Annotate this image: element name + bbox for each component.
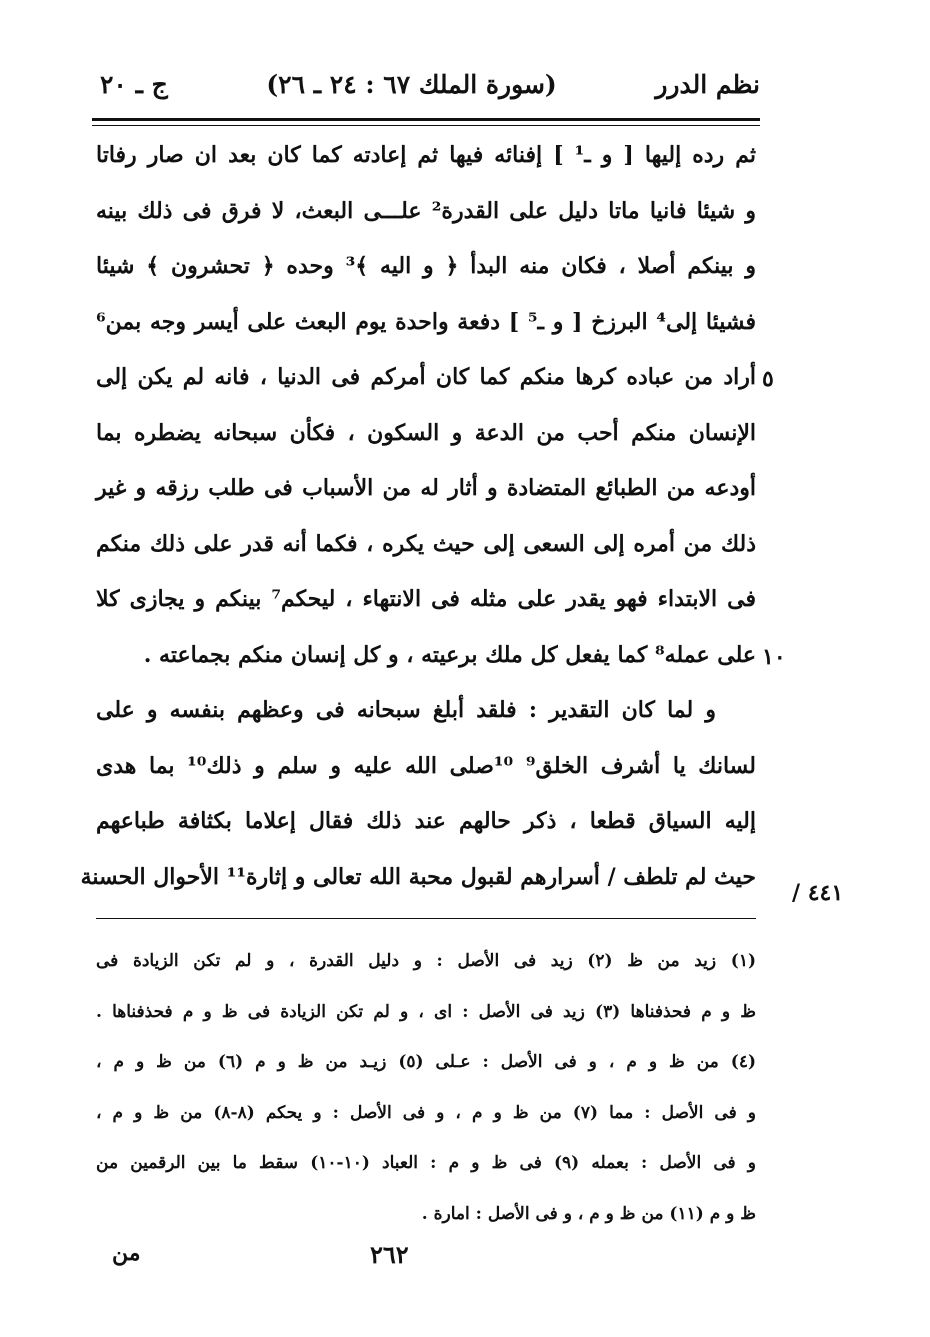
- footnote-line: (١) زيد من ظ (٢) زيد فى الأصل : و دليل القدرة ، و لم تكن الزيادة فى: [96, 951, 756, 971]
- text-line: و شيئا فانيا ماتا دليل على القدرة² علـــى البعث، لا فرق فى ذلك بينه: [96, 197, 756, 224]
- header-surah-reference: (سورة الملك ٦٧ : ٢٤ ـ ٢٦): [266, 69, 557, 99]
- text-line: و لما كان التقدير : فلقد أبلغ سبحانه فى وعظهم بنفسه و على: [96, 697, 716, 723]
- header-book-title: نظم الدرر: [655, 69, 760, 99]
- text-line: ذلك من أمره إلى السعى إلى حيث يكره ، فكما أنه قدر على ذلك منكم: [96, 530, 756, 557]
- text-line: ثم رده إليها [ و ـ¹ ] إفنائه فيها ثم إعادته كما كان بعد ان صار رفاتا: [96, 142, 756, 168]
- text-line: لسانك يا أشرف الخلق⁹ ¹⁰صلى الله عليه و سلم و ذلك¹⁰ بما هدى: [96, 752, 757, 779]
- text-line: فى الابتداء فهو يقدر على مثله فى الانتهاء ، ليحكم⁷ بينكم و يجازى كلا: [96, 586, 756, 612]
- footnote-line: و فى الأصل : مما (٧) من ظ و م ، و فى الأصل : و يحكم (٨-٨) من ظ و م ،: [96, 1102, 756, 1123]
- footnote-line: ظ و م (١١) من ظ و م ، و فى الأصل : امارة .: [421, 1203, 756, 1224]
- footnote-line: ظ و م فحذفناها (٣) زيد فى الأصل : اى ، و لم تكن الزيادة فى ظ و م فحذفناها .: [96, 1001, 756, 1022]
- text-line: أودعه من الطبائع المتضادة و أثار له من الأسباب فى طلب رزقه و غير: [96, 475, 756, 501]
- line-number-5: ٥: [762, 366, 774, 392]
- footnote-line: و فى الأصل : بعمله (٩) فى ظ و م : العباد (١٠-١٠) سقط ما بين الرقمين من: [96, 1153, 757, 1173]
- footnote-line: (٤) من ظ و م ، و فى الأصل : عـلى (٥) زيـد من ظ و م (٦) من ظ و م ،: [96, 1052, 756, 1072]
- text-line: حيث لم تلطف / أسرارهم لقبول محبة الله تعالى و إثارة¹¹ الأحوال الحسنة: [80, 863, 756, 890]
- page-number: ٢٦٢: [370, 1240, 409, 1269]
- manuscript-folio-marker: ٤٤١ /: [792, 880, 844, 906]
- text-line: أراد من عباده كرها منكم كما كان أمركم فى الدنيا ، فانه لم يكن إلى: [96, 364, 756, 390]
- main-text: [80, 128, 757, 905]
- text-line: الإنسان منكم أحب من الدعة و السكون ، فكأن سبحانه يضطره بما: [96, 419, 756, 446]
- footnotes: [96, 936, 756, 1239]
- catchword: من: [112, 1240, 141, 1266]
- text-line: و بينكم أصلا ، فكان منه البدأ ﴿ و اليه ﴾³ وحده ﴿ تحشرون ﴾ شيئا: [96, 253, 756, 279]
- text-line: على عمله⁸ كما يفعل كل ملك برعيته ، و كل إنسان منكم بجماعته .: [143, 641, 756, 668]
- running-header: [100, 64, 760, 104]
- header-rule: [92, 118, 760, 126]
- footnote-rule: [96, 918, 756, 919]
- line-number-10: ١٠: [762, 644, 786, 670]
- text-line: فشيئا إلى⁴ البرزخ [ و ـ⁵ ] دفعة واحدة يوم البعث على أيسر وجه بمن⁶: [96, 308, 757, 335]
- header-volume: ج ـ ٢٠: [100, 69, 168, 99]
- text-line: إليه السياق قطعا ، ذكر حالهم عند ذلك فقال إعلاما بكثافة طباعهم: [96, 808, 756, 834]
